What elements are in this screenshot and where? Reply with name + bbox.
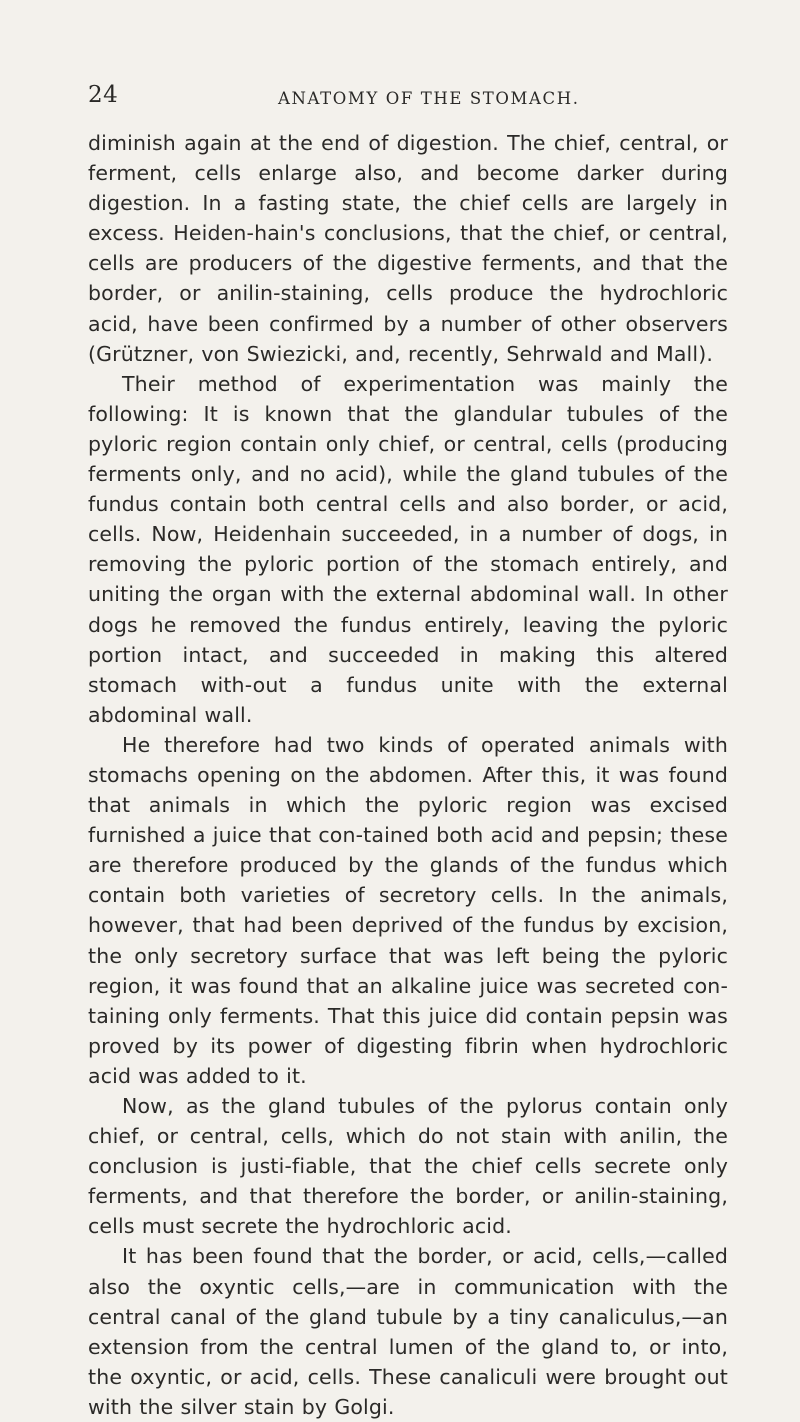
running-title: ANATOMY OF THE STOMACH.	[278, 89, 580, 108]
running-head	[88, 82, 724, 112]
paragraph-4: Now, as the gland tubules of the pylorus contain only chief, or central, cells, which do not stain with anilin, the conclusion is justi-fiable, that the chief cells secrete only ferments, and that therefore the border, or anilin-staining, cells must secrete the hydrochloric acid.	[88, 1094, 728, 1239]
paragraph-3: He therefore had two kinds of operated animals with stomachs opening on the abdomen. After this, it was found that animals in which the pyloric region was excised furnished a juice that con-tained both acid and pepsin; these are therefore produced by the glands of the fundus which contain both varieties of secretory cells. In the animals, however, that had been deprived of the fundus by excision, the only secretory surface that was left being the pyloric region, it was found that an alkaline juice was secreted con-taining only ferments. That this juice did contain pepsin was proved by its power of digesting fibrin when hydrochloric acid was added to it.	[88, 732, 728, 1088]
paragraph-2: Their method of experimentation was mainly the following: It is known that the glandular tubules of the pyloric region contain only chief, or central, cells (producing ferments only, and no acid), while the gland tubules of the fundus contain both central cells and also border, or acid, cells. Now, Heidenhain succeeded, in a number of dogs, in removing the pyloric portion of the stomach entirely, and uniting the organ with the external abdominal wall. In other dogs he removed the fundus entirely, leaving the pyloric portion intact, and succeeded in making this altered stomach with-out a fundus unite with the external abdominal wall.	[88, 371, 728, 727]
page-number: 24	[88, 82, 119, 108]
paragraph-1: diminish again at the end of digestion. The chief, central, or ferment, cells enlarge also, and become darker during digestion. In a fasting state, the chief cells are largely in excess. Heiden-hain's conclusions, that the chief, or central, cells are producers of the digestive ferments, and that the border, or anilin-staining, cells produce the hydrochloric acid, have been confirmed by a number of other observers (Grützner, von Swiezicki, and, recently, Sehrwald and Mall).	[88, 131, 728, 366]
body-text	[88, 128, 728, 1422]
paragraph-5: It has been found that the border, or acid, cells,—called also the oxyntic cells,—are in communication with the central canal of the gland tubule by a tiny canaliculus,—an extension from the central lumen of the gland to, or into, the oxyntic, or acid, cells. These canaliculi were brought out with the silver stain by Golgi.	[88, 1244, 728, 1419]
